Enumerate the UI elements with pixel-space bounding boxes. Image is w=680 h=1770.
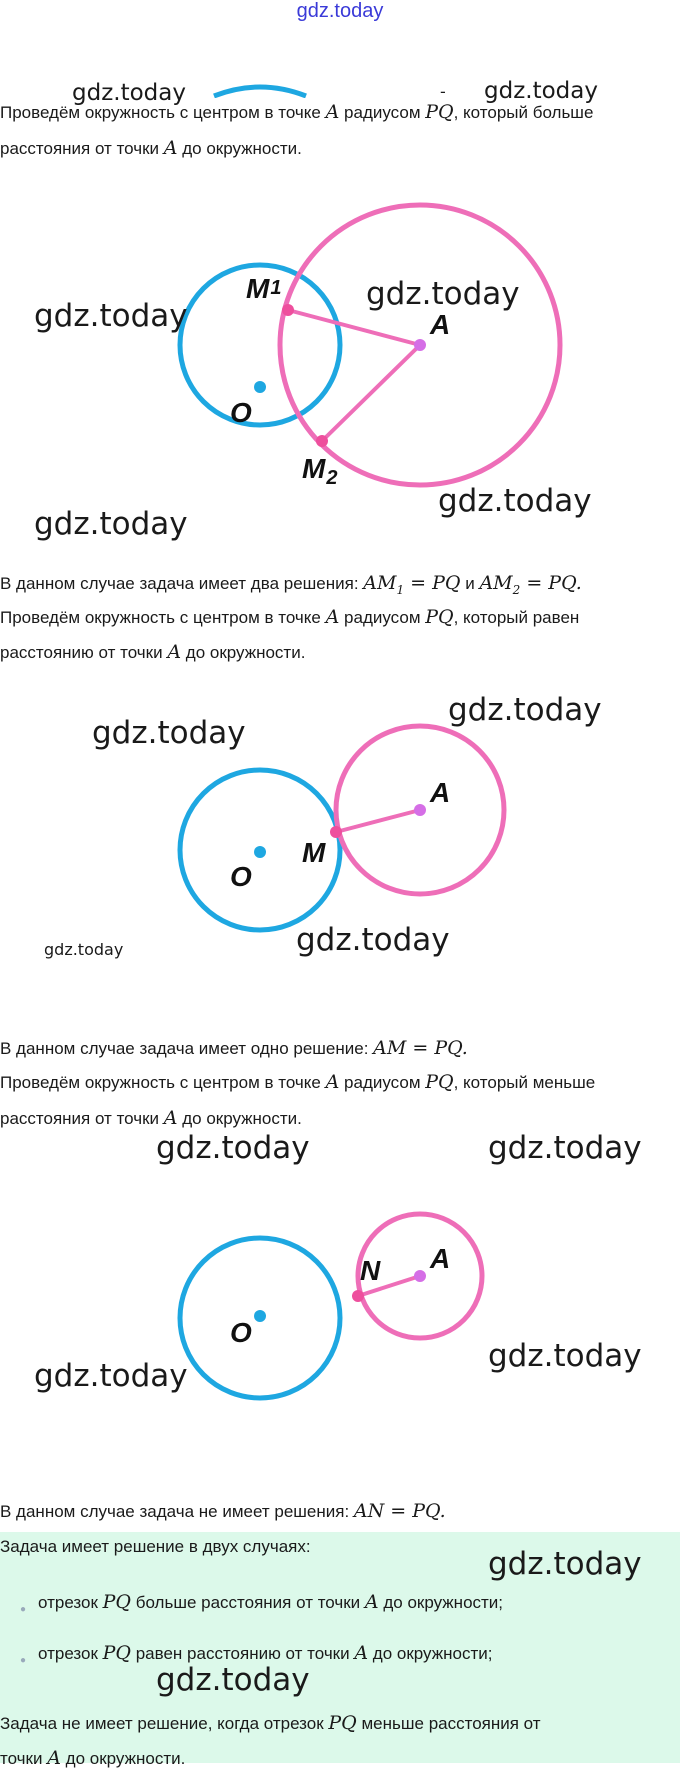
label-m1: M1 [246, 273, 282, 304]
point-n [352, 1290, 364, 1302]
summary-conclusion-line2: точки A до окружности. [0, 1747, 186, 1769]
watermark: gdz.today [34, 298, 188, 334]
watermark: gdz.today [34, 1358, 188, 1394]
point-a [414, 804, 426, 816]
cropped-arc [210, 84, 310, 98]
watermark: gdz.today [34, 506, 188, 542]
case3-result: В данном случае задача не имеет решения: AN = PQ. [0, 1500, 446, 1522]
point-a [414, 1270, 426, 1282]
watermark: gdz.today [438, 483, 592, 519]
dash: - [440, 82, 446, 101]
watermark: gdz.today [488, 1338, 642, 1374]
point-a [414, 339, 426, 351]
segment-am [336, 810, 420, 832]
segment-am1 [288, 310, 420, 345]
point-m [330, 826, 342, 838]
watermark: gdz.today [488, 1546, 642, 1582]
label-a: A [430, 309, 451, 340]
case2-paragraph: Проведём окружность с центром в точке A радиусом PQ, который равен [0, 606, 580, 628]
point-m2 [316, 435, 328, 447]
top-watermark: gdz.today [296, 0, 384, 22]
case3-paragraph-line2: расстояния от точки A до окружности. [0, 1107, 302, 1129]
case1-paragraph-line2: расстояния от точки A до окружности. [0, 137, 302, 159]
watermark: gdz.today [92, 715, 246, 751]
watermark: gdz.today [296, 922, 450, 958]
watermark: gdz.today [488, 1130, 642, 1166]
case1-paragraph: Проведём окружность с центром в точке A радиусом PQ, который больше [0, 101, 594, 123]
label-o: O [230, 1317, 252, 1348]
label-a: A [430, 777, 451, 808]
point-m1 [282, 304, 294, 316]
label-n: N [360, 1255, 381, 1286]
case2-result: В данном случае задача имеет одно решение: AM = PQ. [0, 1037, 468, 1059]
watermark: gdz.today [484, 78, 598, 104]
point-o [254, 846, 266, 858]
case1-result: В данном случае задача имеет два решения: $AM_1$ = PQ и $AM_2$ = PQ. [0, 572, 582, 597]
label-m2: $M_2$ [302, 453, 338, 489]
summary-heading: Задача имеет решение в двух случаях: [0, 1537, 311, 1556]
watermark: gdz.today [366, 276, 520, 312]
watermark: gdz.today [448, 692, 602, 728]
point-o [254, 1310, 266, 1322]
label-o: O [230, 397, 252, 428]
case3-paragraph: Проведём окружность с центром в точке A радиусом PQ, который меньше [0, 1071, 596, 1093]
label-m: M [302, 837, 326, 868]
summary-item: ● отрезок PQ больше расстояния от точки A до окружности; [20, 1591, 504, 1615]
case2-paragraph-line2: расстоянию от точки A до окружности. [0, 641, 306, 663]
point-o [254, 381, 266, 393]
label-a: A [430, 1243, 451, 1274]
summary-item: ● отрезок PQ равен расстоянию от точки A до окружности; [20, 1642, 493, 1666]
label-o: O [230, 861, 252, 892]
summary-conclusion: Задача не имеет решение, когда отрезок PQ меньше расстояния от [0, 1712, 541, 1734]
watermark: gdz.today [156, 1662, 310, 1698]
watermark: gdz.today [72, 80, 186, 106]
watermark: gdz.today [44, 940, 124, 959]
watermark: gdz.today [156, 1130, 310, 1166]
